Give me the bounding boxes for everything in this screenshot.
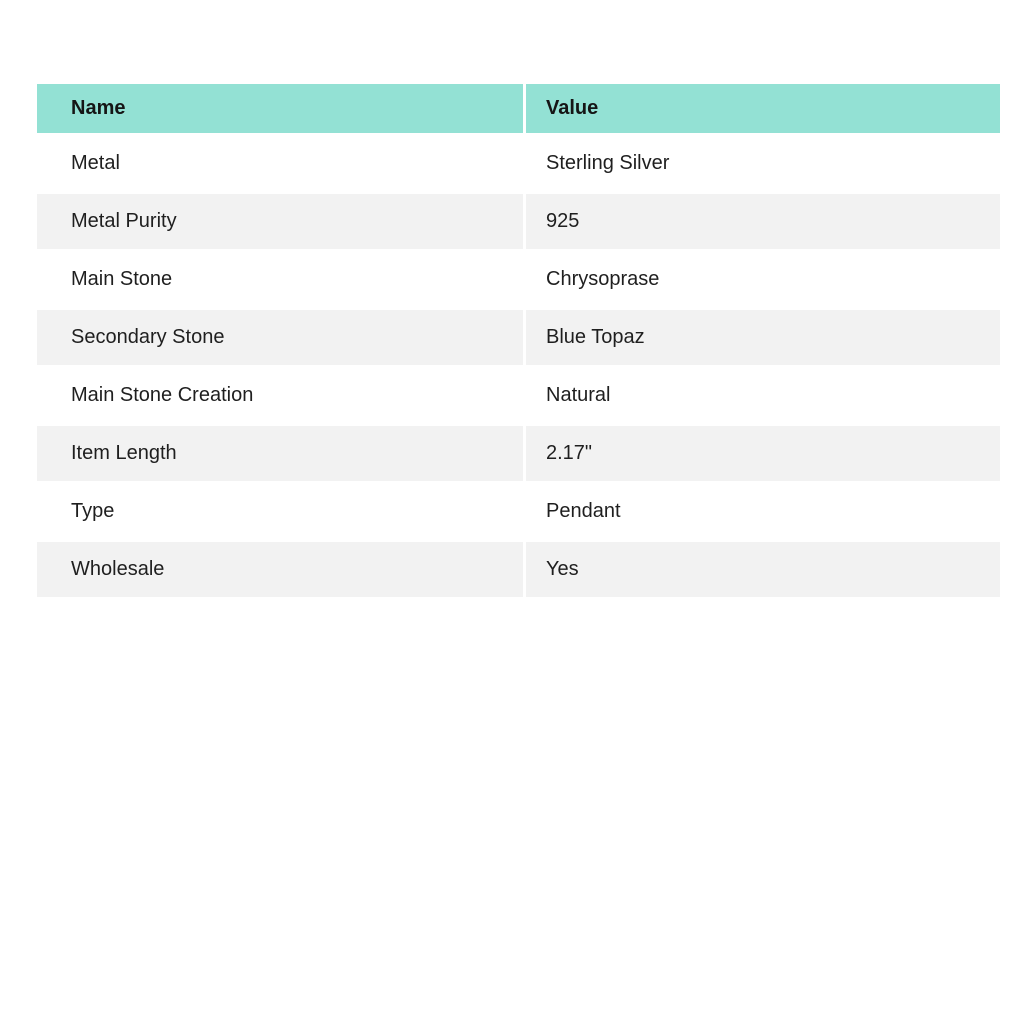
attribute-value-cell: Pendant xyxy=(526,484,1000,539)
table-row xyxy=(37,542,1000,597)
spec-table xyxy=(34,81,1003,600)
column-header-value: Value xyxy=(526,84,1000,133)
table-row xyxy=(37,368,1000,423)
attribute-name-cell: Wholesale xyxy=(37,542,523,597)
table-header-row xyxy=(37,84,1000,133)
attribute-name-cell: Metal xyxy=(37,136,523,191)
attribute-value-cell: Yes xyxy=(526,542,1000,597)
attribute-name-cell: Type xyxy=(37,484,523,539)
product-specs-section xyxy=(34,81,1003,600)
attribute-value-cell: Chrysoprase xyxy=(526,252,1000,307)
attribute-value-cell: 2.17" xyxy=(526,426,1000,481)
attribute-value-cell: Blue Topaz xyxy=(526,310,1000,365)
table-body xyxy=(37,136,1000,597)
attribute-name-cell: Metal Purity xyxy=(37,194,523,249)
table-row xyxy=(37,136,1000,191)
table-row xyxy=(37,252,1000,307)
table-row xyxy=(37,194,1000,249)
table-row xyxy=(37,426,1000,481)
table-row xyxy=(37,310,1000,365)
attribute-value-cell: Natural xyxy=(526,368,1000,423)
attribute-value-cell: Sterling Silver xyxy=(526,136,1000,191)
attribute-name-cell: Secondary Stone xyxy=(37,310,523,365)
attribute-value-cell: 925 xyxy=(526,194,1000,249)
table-row xyxy=(37,484,1000,539)
attribute-name-cell: Item Length xyxy=(37,426,523,481)
column-header-name: Name xyxy=(37,84,523,133)
attribute-name-cell: Main Stone Creation xyxy=(37,368,523,423)
attribute-name-cell: Main Stone xyxy=(37,252,523,307)
